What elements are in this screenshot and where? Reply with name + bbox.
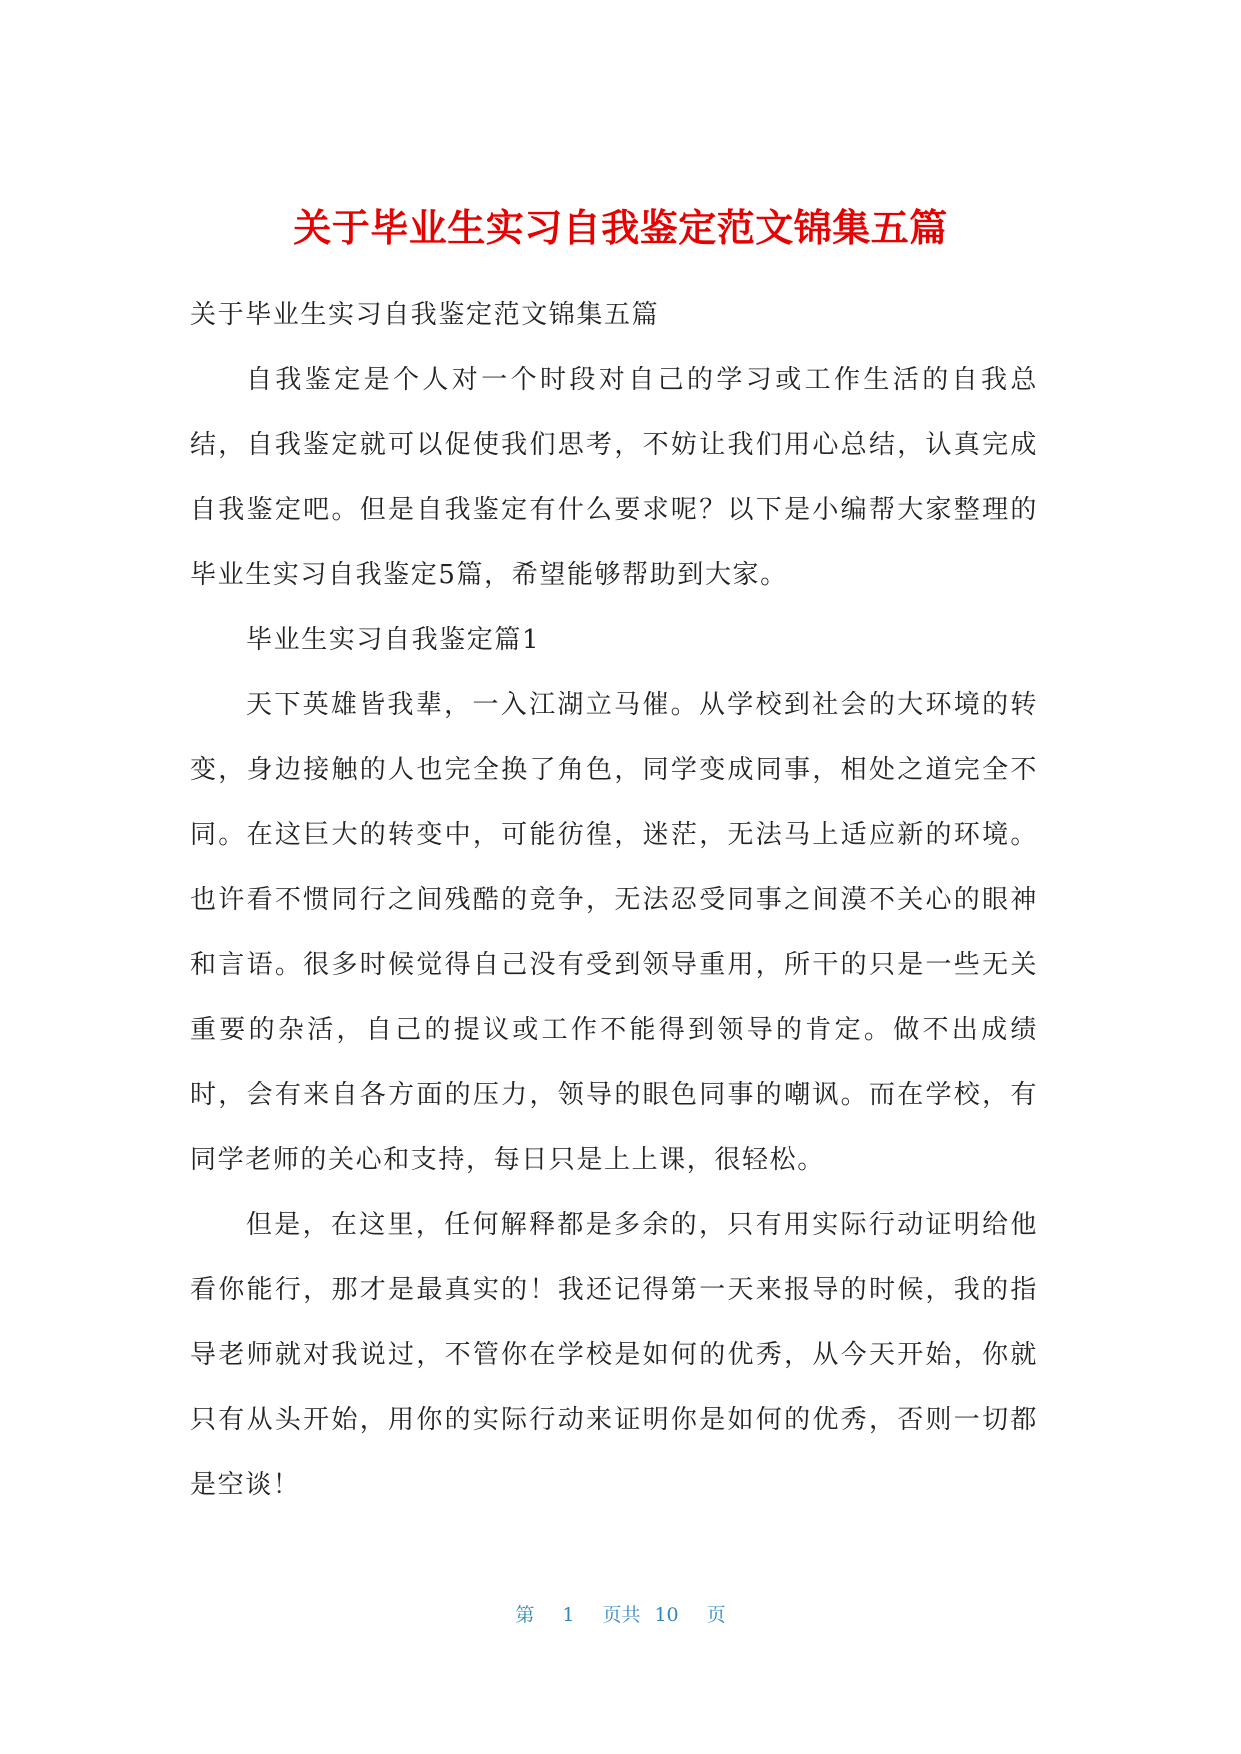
footer-suffix: 页 (706, 1604, 726, 1626)
paragraph-body-2: 但是，在这里，任何解释都是多余的，只有用实际行动证明给他看你能行，那才是最真实的！我还记得第一天来报导的时候，我的指导老师就对我说过，不管你在学校是如何的优秀，从今天开始，你就只有从头开始，用你的实际行动来证明你是如何的优秀，否则一切都是空谈！ (190, 1210, 1038, 1500)
footer-current-page: 1 (562, 1604, 575, 1626)
page-footer (0, 1600, 1241, 1630)
section-heading-1: 毕业生实习自我鉴定篇1 (246, 625, 541, 655)
document-subtitle: 关于毕业生实习自我鉴定范文锦集五篇 (190, 300, 660, 330)
footer-total-pages: 10 (654, 1604, 679, 1626)
footer-prefix: 第 (515, 1604, 535, 1626)
document-body (190, 283, 1038, 1518)
page-title: 关于毕业生实习自我鉴定范文锦集五篇 (293, 206, 948, 250)
footer-middle: 页共 (602, 1604, 641, 1626)
paragraph-body-1: 天下英雄皆我辈，一入江湖立马催。从学校到社会的大环境的转变，身边接触的人也完全换了角色，同学变成同事，相处之道完全不同。在这巨大的转变中，可能彷徨，迷茫，无法马上适应新的环境。也许看不惯同行之间残酷的竞争，无法忍受同事之间漠不关心的眼神和言语。很多时候觉得自己没有受到领导重用，所干的只是一些无关重要的杂活，自己的提议或工作不能得到领导的肯定。做不出成绩时，会有来自各方面的压力，领导的眼色同事的嘲讽。而在学校，有同学老师的关心和支持，每日只是上上课，很轻松。 (190, 690, 1038, 1175)
paragraph-intro: 自我鉴定是个人对一个时段对自己的学习或工作生活的自我总结，自我鉴定就可以促使我们思考，不妨让我们用心总结，认真完成自我鉴定吧。但是自我鉴定有什么要求呢？以下是小编帮大家整理的毕业生实习自我鉴定5篇，希望能够帮助到大家。 (190, 365, 1038, 590)
